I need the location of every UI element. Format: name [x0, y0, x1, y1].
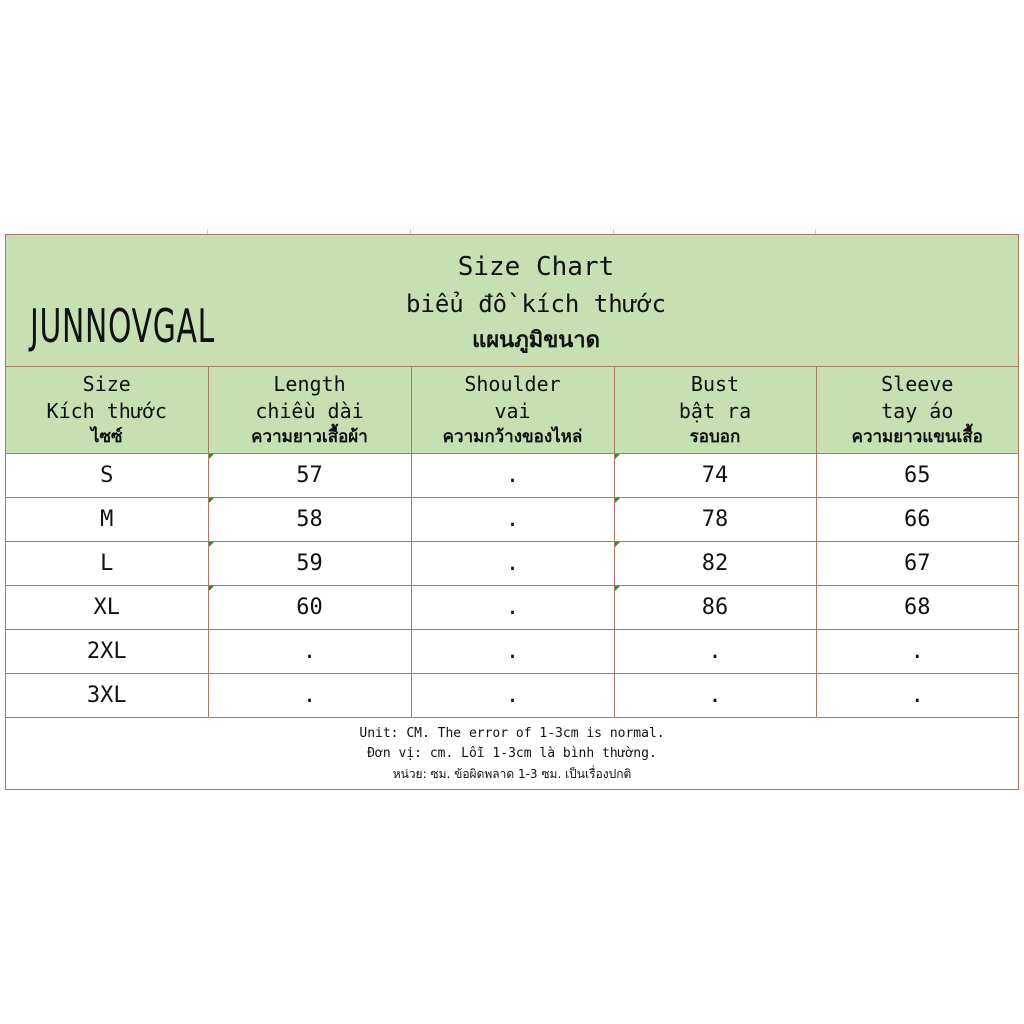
title-block	[6, 235, 1018, 367]
header-bust	[614, 367, 816, 454]
shoulder-cell: .	[411, 674, 614, 718]
sleeve-cell: 68	[816, 586, 1018, 630]
size-cell: M	[6, 498, 208, 542]
size-cell: 2XL	[6, 630, 208, 674]
header-label-th: รอบอก	[689, 427, 741, 447]
table-row	[6, 674, 1018, 718]
header-label-th: ความยาวเสื้อผ้า	[251, 427, 368, 447]
bust-cell: 74	[614, 454, 816, 498]
bust-cell: 82	[614, 542, 816, 586]
sleeve-cell: 67	[816, 542, 1018, 586]
sleeve-cell: 66	[816, 498, 1018, 542]
size-chart	[5, 234, 1019, 790]
header-label-th: ความกว้างของไหล่	[442, 427, 583, 447]
brand-logo: JUNNOVGAL	[30, 299, 215, 353]
length-cell: 59	[208, 542, 411, 586]
note-thai: หน่วย: ซม. ข้อผิดพลาด 1-3 ซม. เป็นเรื่องปกติ	[392, 766, 632, 781]
header-row	[6, 367, 1018, 454]
table-row	[6, 586, 1018, 630]
length-cell: .	[208, 630, 411, 674]
header-size	[6, 367, 208, 454]
header-label-vi: Kích thước	[46, 399, 167, 423]
header-sleeve	[816, 367, 1018, 454]
shoulder-cell: .	[411, 586, 614, 630]
table-row	[6, 542, 1018, 586]
table-row	[6, 454, 1018, 498]
header-label-en: Shoulder	[464, 372, 561, 396]
measurement-note	[6, 718, 1018, 790]
bust-cell: 86	[614, 586, 816, 630]
sleeve-cell: .	[816, 674, 1018, 718]
header-label-th: ไซซ์	[90, 427, 123, 447]
bust-cell: .	[614, 674, 816, 718]
header-label-en: Bust	[690, 372, 740, 396]
header-label-vi: bật ra	[678, 399, 752, 423]
shoulder-cell: .	[411, 454, 614, 498]
chart-titles	[336, 249, 736, 359]
header-label-en: Size	[82, 372, 131, 396]
sleeve-cell: .	[816, 630, 1018, 674]
shoulder-cell: .	[411, 630, 614, 674]
header-label-vi: vai	[494, 399, 531, 423]
sleeve-cell: 65	[816, 454, 1018, 498]
note-row	[6, 718, 1018, 790]
shoulder-cell: .	[411, 498, 614, 542]
bust-cell: .	[614, 630, 816, 674]
note-vietnamese: Đơn vị: cm. Lỗi 1-3cm là bình thường.	[367, 745, 657, 761]
header-label-vi: chiều dài	[255, 399, 364, 423]
size-cell: S	[6, 454, 208, 498]
shoulder-cell: .	[411, 542, 614, 586]
note-english: Unit: CM. The error of 1-3cm is normal.	[359, 725, 665, 741]
length-cell: 60	[208, 586, 411, 630]
size-cell: L	[6, 542, 208, 586]
header-label-vi: tay áo	[881, 399, 954, 423]
length-cell: .	[208, 674, 411, 718]
header-label-en: Length	[273, 372, 346, 396]
header-label-en: Sleeve	[881, 372, 954, 396]
table-row	[6, 630, 1018, 674]
header-length	[208, 367, 411, 454]
table-row	[6, 498, 1018, 542]
length-cell: 57	[208, 454, 411, 498]
title-english: Size Chart	[457, 252, 615, 282]
title-thai: แผนภูมิขนาด	[472, 328, 600, 353]
size-cell: XL	[6, 586, 208, 630]
header-shoulder	[411, 367, 614, 454]
size-cell: 3XL	[6, 674, 208, 718]
size-table	[6, 367, 1018, 789]
header-label-th: ความยาวแขนเสื้อ	[851, 427, 983, 447]
length-cell: 58	[208, 498, 411, 542]
title-vietnamese: biểu đồ kích thước	[405, 290, 667, 318]
bust-cell: 78	[614, 498, 816, 542]
